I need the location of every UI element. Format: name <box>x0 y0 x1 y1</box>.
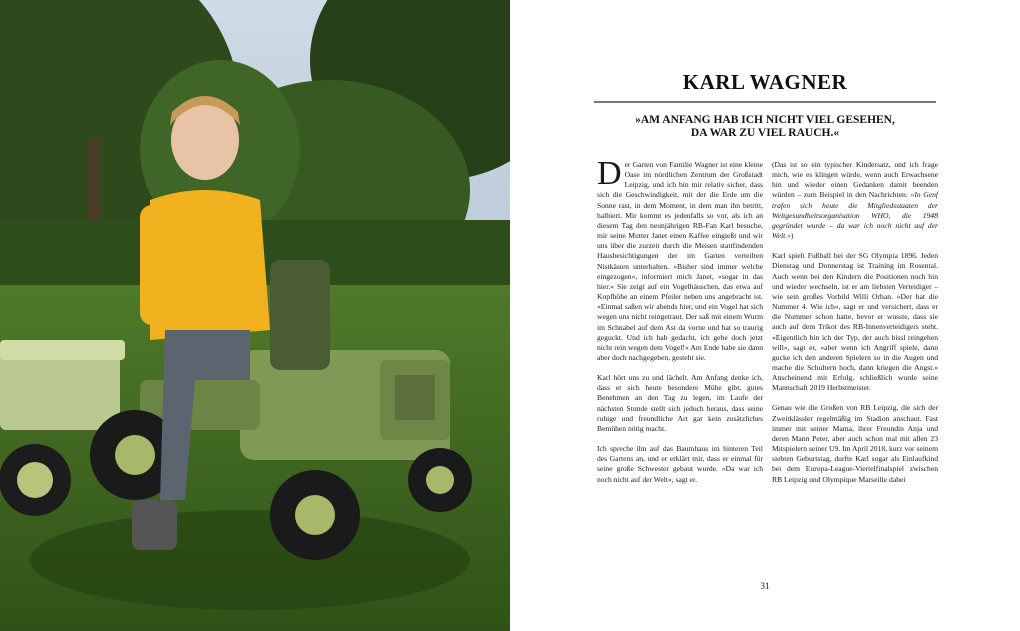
pull-quote-line-1: »AM ANFANG HAB ICH NICHT VIEL GESEHEN, <box>635 114 895 126</box>
drop-cap: D <box>597 155 622 192</box>
text-column-right <box>772 160 938 495</box>
paragraph: Karl hört uns zu und lächelt. Am Anfang denke ich, dass er sich heute besondere Mühe gibt, gutes Benehmen an den Tag zu legen, im Laufe der nächsten Stunde stellt sich jedoch heraus, dass seine ruhige und freundliche Art gar kein zusätzliches Bemühen nötig macht. <box>597 373 763 433</box>
paragraph <box>772 160 938 241</box>
article-title: KARL WAGNER <box>682 70 848 94</box>
page-number: 31 <box>760 581 770 591</box>
title-rule <box>594 101 936 103</box>
pull-quote-line-2: DA WAR ZU VIEL RAUCH.« <box>690 127 840 139</box>
italic-quote: »In Genf trafen sich heute die Mitgliedsstaaten der Weltgesundheitsorganisation WHO, die 1948 gegründet wurde – da war ich noch nicht auf der Welt.« <box>772 190 938 241</box>
paragraph: Karl spielt Fußball bei der SG Olympia 1896. Jeden Dienstag und Donnerstag ist Training im Rosental. Auch wenn bei den Kindern die Positionen noch hin und wieder wechseln, ist er am liebsten Verteidiger – wie sein großes Vorbild Willi Orban. »Der hat die Nummer 4. Wie ich«, sagt er und versichert, dass er die Nummer schon hatte, bevor er wusste, dass sie auch auf dem Trikot des RB-Innenverteidigers steht. »Eigentlich bin ich der Typ, der auch bissl reingehen will«, sagt er, »aber wenn ich Angriff spiele, dann gucke ich den anderen Spielern so in die Augen und mache die Schultern hoch, dann kriegen die Angst.« Anscheinend mit Erfolg, schließlich wurde seine Mannschaft 2019 Herbstmeister. <box>772 251 938 393</box>
paragraph: Genau wie die Großen von RB Leipzig, die sich der Zweitklässler regelmäßig im Stadion anschaut. Fast immer mit seiner Mama, ihrer Freundin Anja und deren Mann Peter, aber auch schon mal mit allen 23 Mitspielern seiner U9. Im April 2018, kurz vor seinem siebten Geburtstag, durfte Karl sogar als Einlaufkind bei dem Europa-League-Viertelfinalspiel zwischen RB Leipzig und Olympique Marseille dabei <box>772 403 938 484</box>
paragraph-text: er Garten von Familie Wagner ist eine kleine Oase im nördlichen Zentrum der Großstadt Leipzig, und ich bin mir relativ sicher, dass sich die Geschwindigkeit, mit der die Erde um die Sonne rast, in dem Moment, in dem man ihn betritt, halbiert. Mir kommt es jedenfalls so vor, als ich an diesem Tag den neunjährigen RB-Fan Karl besuche, mir seine Mutter Janet einen Kaffee eingießt und wir uns über die zurzeit durch die Meisen stattfindenden Hausbesichtigungen der im Garten verteilten Nistkästen unterhalten. »Bisher sind immer welche eingezogen«, informiert mich Janet, »sogar in das hier.« Sie zeigt auf ein Vogelhäuschen, das etwa auf Kopfhöhe an einem Pfeiler neben uns angebracht ist. »Einmal saßen wir abends hier, und ein Vogel hat sich wegen uns nicht reingetraut. Der saß mit einem Wurm im Schnabel auf dem Ast da vorne und hat so traurig geguckt. Und ich hab gedacht, ich gehe doch jetzt nicht rein wegen dem Vogel!« Am Ende habe sie dann aber doch nachgegeben, gesteht sie. <box>597 160 763 362</box>
pull-quote <box>610 114 920 140</box>
paragraph <box>597 155 763 363</box>
paragraph: Ich spreche ihn auf das Baumhaus im hinteren Teil des Gartens an, und er erklärt mir, dass er einmal für seine große Schwester gebaut wurde. »Da war ich noch nicht auf der Welt«, sagt er. <box>597 444 763 484</box>
text-column-left <box>597 155 763 495</box>
paragraph-end: ) <box>790 231 794 241</box>
paragraph-text: (Das ist so ein typischer Kindersatz, und ich frage mich, wie es klingen würde, wenn auch Erwachsene hin und wieder einen Gedanken damit beenden würden – zum Beispiel in den Nachrichten: <box>772 160 938 200</box>
article-page <box>510 0 1020 631</box>
